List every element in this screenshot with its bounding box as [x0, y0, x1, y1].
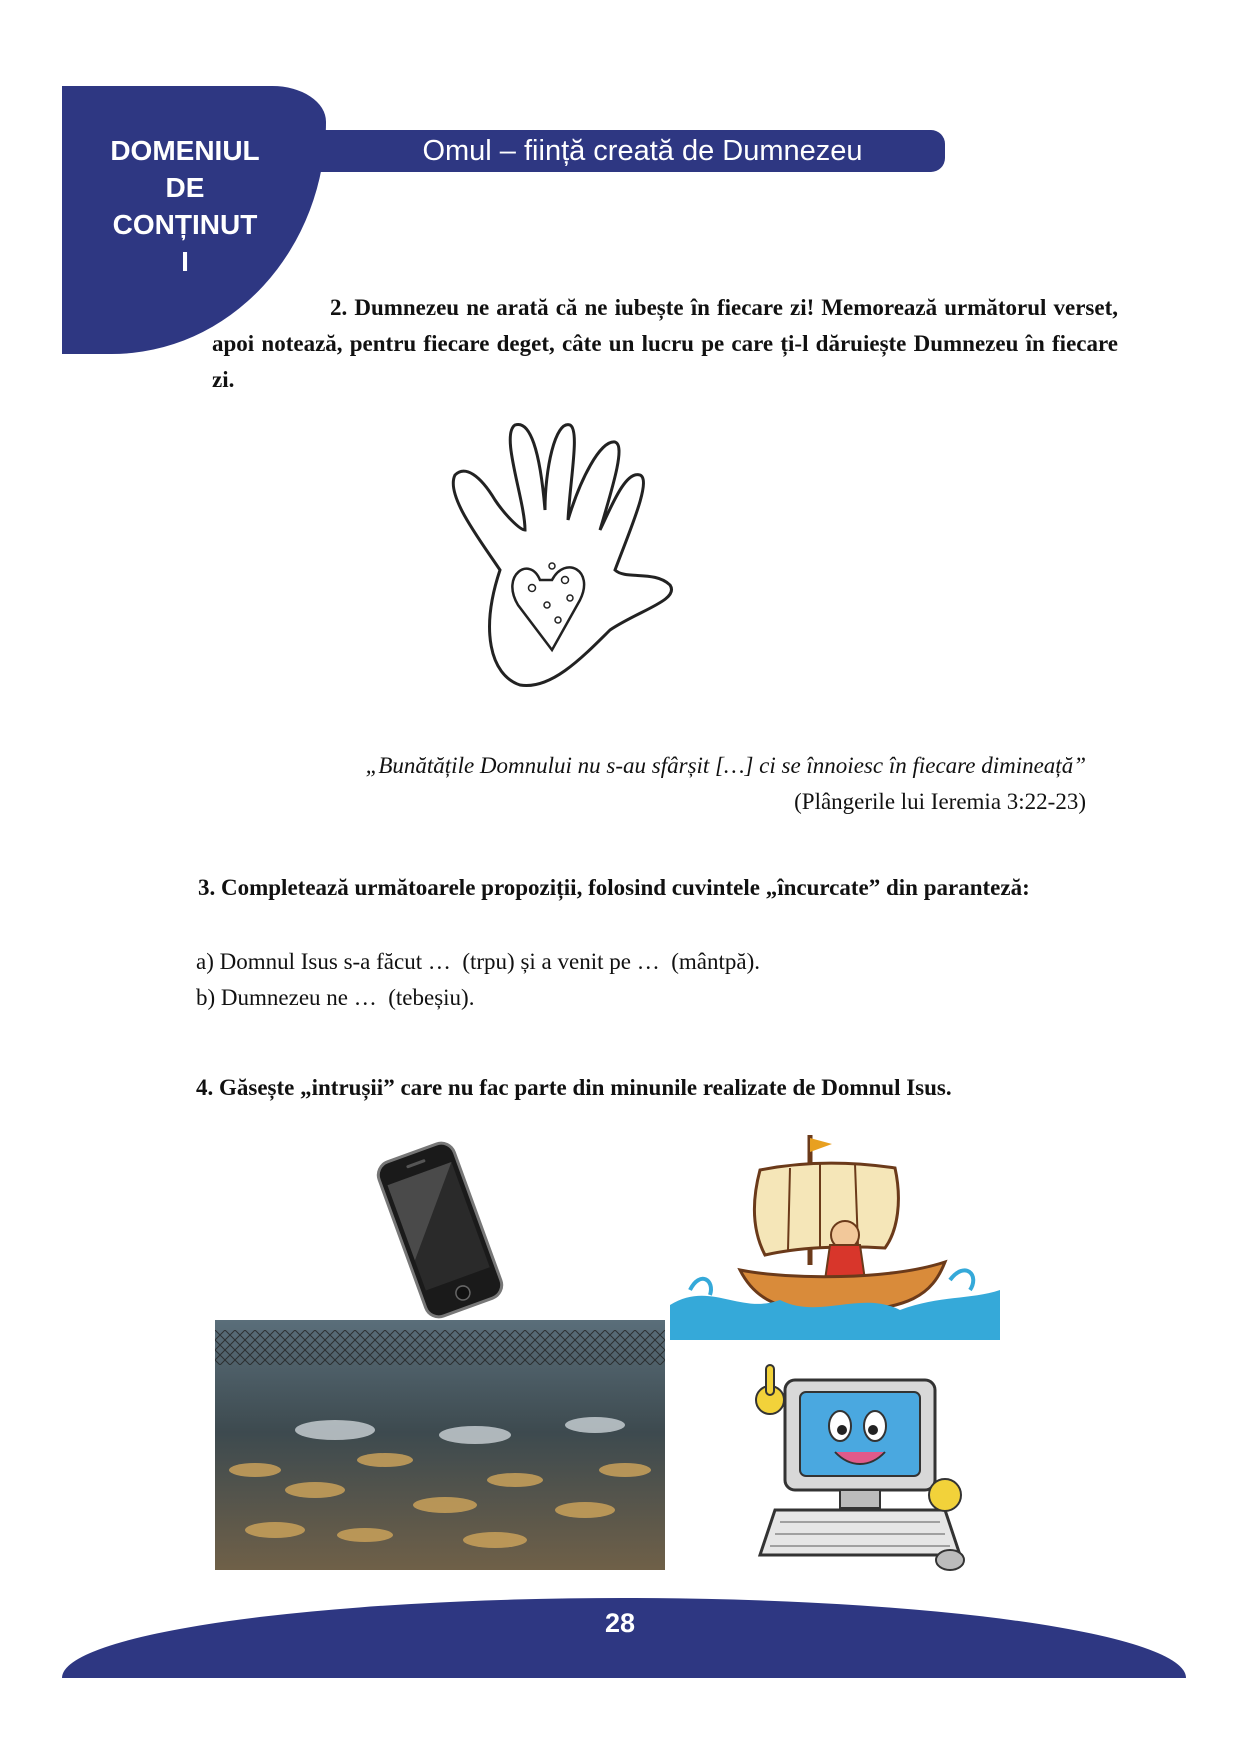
computer-cartoon: [740, 1360, 980, 1580]
exercise-3-line-a: a) Domnul Isus s-a făcut … (trpu) și a venit pe … (mântpă).: [196, 949, 760, 974]
chapter-title-bar: [300, 130, 945, 172]
chapter-title: Omul – ființă creată de Dumnezeu: [422, 134, 863, 167]
exercise-3-text: 3. Completează următoarele propoziții, folosind cuvintele „încurcate” din paranteză:: [198, 875, 1030, 900]
hand-heart-illustration: [440, 420, 720, 700]
exercise-3-line-b: b) Dumnezeu ne … (tebeșiu).: [196, 985, 475, 1010]
smartphone-image: [375, 1140, 505, 1320]
bible-quote: [200, 748, 1086, 820]
exercise-3-lines: [196, 944, 760, 1016]
quote-verse: „Bunătățile Domnului nu s-au sfârșit […] ci se înnoiesc în fiecare dimineață”: [365, 753, 1086, 778]
exercise-2-text: 2. Dumnezeu ne arată că ne iubește în fiecare zi! Memorează următorul verset, apoi notează, pentru fiecare deget, câte un lucru pe care ți-l dăruiește Dumnezeu în fiecare zi.: [212, 295, 1118, 392]
quote-reference: (Plângerile lui Ieremia 3:22-23): [794, 789, 1086, 814]
domain-label: DOMENIUL DE CONȚINUT I: [110, 135, 260, 277]
jesus-boat-illustration: [670, 1130, 1000, 1340]
page-number: 28: [604, 1608, 636, 1638]
fish-catch-photo: [215, 1320, 665, 1570]
exercise-4-text: 4. Găsește „intrușii” care nu fac parte din minunile realizate de Domnul Isus.: [196, 1075, 952, 1100]
